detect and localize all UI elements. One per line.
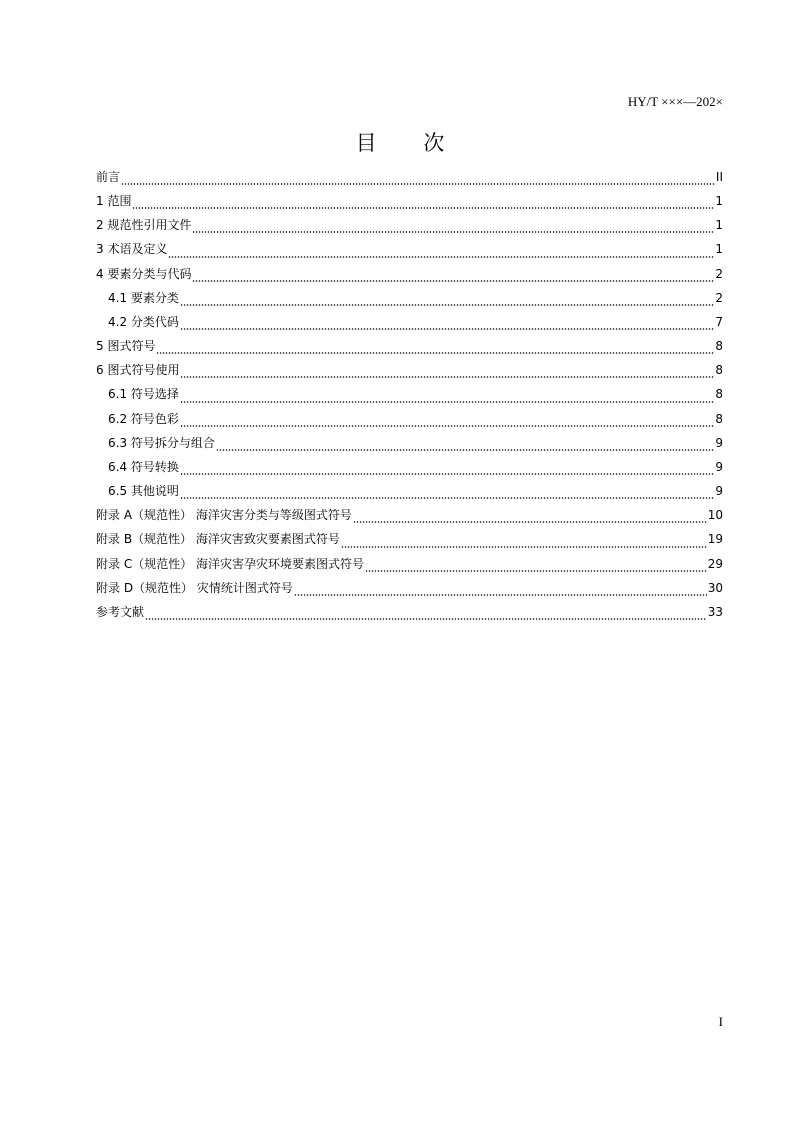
toc-entry-page: 7 (715, 314, 723, 329)
toc-entry-page: 2 (715, 290, 723, 305)
dot-leader (180, 425, 714, 427)
toc-entry-label: 5 图式符号 (96, 339, 156, 354)
toc-entry-page: 1 (715, 218, 723, 233)
dot-leader (192, 231, 714, 233)
toc-entry-label: 附录 D（规范性） 灾情统计图式符号 (96, 580, 293, 595)
toc-entry[interactable] (96, 336, 723, 360)
toc-entry-page: 8 (715, 387, 723, 402)
dot-leader (121, 183, 715, 185)
toc-entry[interactable] (96, 433, 723, 457)
toc-entry[interactable] (96, 167, 723, 191)
dot-leader (180, 376, 714, 378)
toc-entry-label: 4 要素分类与代码 (96, 266, 192, 281)
toc-entry-page: 9 (715, 459, 723, 474)
toc-entry[interactable] (96, 215, 723, 239)
toc-entry[interactable] (96, 481, 723, 505)
toc-entry-label: 6.2 符号色彩 (108, 411, 179, 426)
toc-entry[interactable] (96, 360, 723, 384)
dot-leader (341, 546, 707, 548)
toc-entry-label: 附录 B（规范性） 海洋灾害致灾要素图式符号 (96, 532, 340, 547)
toc-entry[interactable] (96, 554, 723, 578)
dot-leader (216, 449, 714, 451)
toc-entry[interactable] (96, 505, 723, 529)
toc-entry[interactable] (96, 191, 723, 215)
toc-entry-page: 10 (707, 508, 723, 523)
toc-entry[interactable] (96, 409, 723, 433)
dot-leader (365, 570, 707, 572)
dot-leader (180, 304, 714, 306)
dot-leader (180, 401, 714, 403)
table-of-contents (96, 167, 723, 626)
toc-entry-page: 29 (707, 556, 723, 571)
toc-entry-label: 前言 (96, 170, 121, 184)
dot-leader (353, 521, 707, 523)
toc-entry-page: 2 (715, 266, 723, 281)
toc-entry[interactable] (96, 239, 723, 263)
toc-entry-label: 6.4 符号转换 (108, 459, 179, 474)
toc-entry-page: 1 (715, 242, 723, 257)
toc-entry-page: 8 (715, 339, 723, 354)
toc-entry-page: 9 (715, 435, 723, 450)
dot-leader (180, 328, 714, 330)
dot-leader (180, 497, 714, 499)
document-code-header: HY/T ×××—202× (627, 94, 723, 109)
toc-entry[interactable] (96, 457, 723, 481)
toc-entry-label: 4.2 分类代码 (108, 314, 179, 329)
toc-entry-page: 8 (715, 363, 723, 378)
toc-entry[interactable] (96, 529, 723, 553)
toc-entry-page: II (715, 170, 723, 184)
dot-leader (156, 352, 714, 354)
dot-leader (132, 207, 714, 209)
toc-entry-label: 1 范围 (96, 194, 132, 209)
toc-entry[interactable] (96, 312, 723, 336)
toc-entry-page: 33 (707, 604, 723, 619)
toc-entry-label: 6.5 其他说明 (108, 484, 179, 499)
page-number: I (718, 1014, 723, 1029)
toc-entry[interactable] (96, 578, 723, 602)
toc-entry-page: 9 (715, 484, 723, 499)
toc-entry-page: 19 (707, 532, 723, 547)
dot-leader (180, 473, 714, 475)
toc-entry[interactable] (96, 288, 723, 312)
toc-entry-label: 6.3 符号拆分与组合 (108, 435, 215, 450)
toc-entry-label: 附录 C（规范性） 海洋灾害孕灾环境要素图式符号 (96, 556, 365, 571)
toc-entry-label: 4.1 要素分类 (108, 290, 179, 305)
toc-entry-label: 2 规范性引用文件 (96, 218, 192, 233)
toc-entry[interactable] (96, 384, 723, 408)
dot-leader (145, 618, 707, 620)
dot-leader (192, 280, 714, 282)
toc-entry-label: 参考文献 (96, 604, 145, 619)
toc-entry-page: 8 (715, 411, 723, 426)
page-title: 目 次 (355, 131, 465, 155)
toc-entry-label: 3 术语及定义 (96, 242, 168, 257)
dot-leader (294, 594, 707, 596)
toc-entry-label: 附录 A（规范性） 海洋灾害分类与等级图式符号 (96, 508, 352, 523)
toc-entry-page: 30 (707, 580, 723, 595)
toc-entry-label: 6.1 符号选择 (108, 387, 179, 402)
toc-entry[interactable] (96, 264, 723, 288)
toc-entry-page: 1 (715, 194, 723, 209)
dot-leader (168, 256, 714, 258)
toc-entry[interactable] (96, 602, 723, 626)
toc-entry-label: 6 图式符号使用 (96, 363, 180, 378)
